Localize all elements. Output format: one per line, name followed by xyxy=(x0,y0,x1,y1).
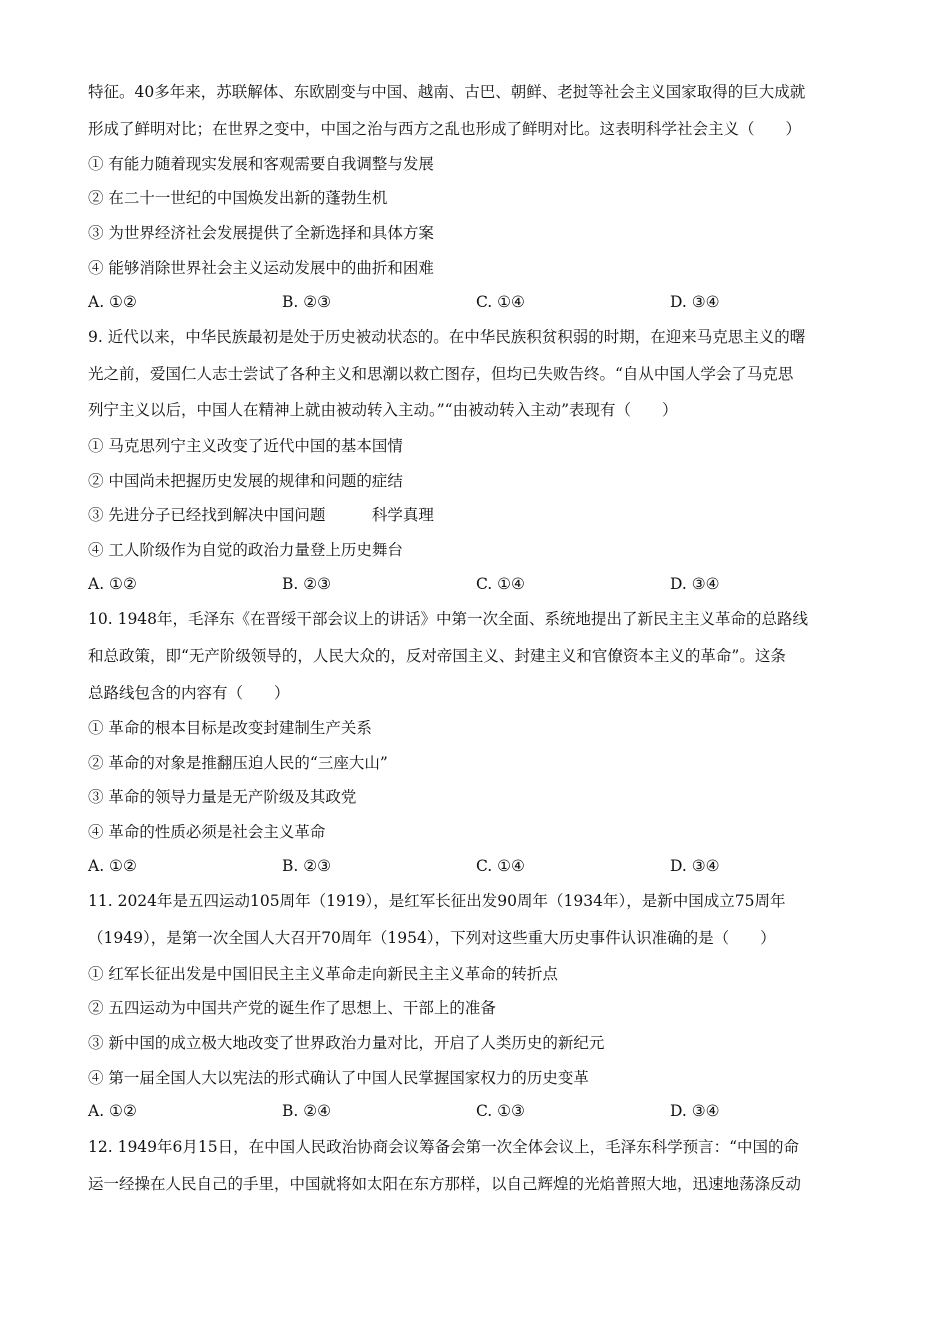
text-line: ② 在二十一世纪的中国焕发出新的蓬勃生机 xyxy=(88,189,388,207)
option-c: C. ①④ xyxy=(476,575,525,593)
option-c: C. ①④ xyxy=(476,857,525,875)
text-line: ② 五四运动为中国共产党的诞生作了思想上、干部上的准备 xyxy=(88,999,496,1017)
option-b: B. ②③ xyxy=(282,857,332,875)
text-line: ③ 新中国的成立极大地改变了世界政治力量对比，开启了人类历史的新纪元 xyxy=(88,1034,605,1052)
text-line: 列宁主义以后，中国人在精神上就由被动转入主动。”“由被动转入主动”表现有（ ） xyxy=(88,401,678,419)
option-b: B. ②③ xyxy=(282,293,332,311)
question-10: 10. 1948年，毛泽东《在晋绥干部会议上的讲话》中第一次全面、系统地提出了新民主主义革命的总路线 xyxy=(88,610,809,628)
option-d: D. ③④ xyxy=(670,293,720,311)
question-12: 12. 1949年6月15日，在中国人民政治协商会议筹备会第一次全体会议上，毛泽东科学预言：“中国的命 xyxy=(88,1138,800,1156)
question-9: 9. 近代以来，中华民族最初是处于历史被动状态的。在中华民族积贫积弱的时期，在迎来马克思主义的曙 xyxy=(88,328,806,346)
option-a: A. ①② xyxy=(88,1102,137,1120)
option-a: A. ①② xyxy=(88,293,137,311)
text-line: 光之前，爱国仁人志士尝试了各种主义和思潮以救亡图存，但均已失败告终。“自从中国人学会了马克思 xyxy=(88,365,794,383)
question-11: 11. 2024年是五四运动105周年（1919），是红军长征出发90周年（1934年），是新中国成立75周年 xyxy=(88,892,786,910)
option-c: C. ①④ xyxy=(476,293,525,311)
option-b: B. ②④ xyxy=(282,1102,332,1120)
text-line: ① 马克思列宁主义改变了近代中国的基本国情 xyxy=(88,437,403,455)
option-a: A. ①② xyxy=(88,857,137,875)
text-line: ③ 革命的领导力量是无产阶级及其政党 xyxy=(88,788,357,806)
text-line: ③ 为世界经济社会发展提供了全新选择和具体方案 xyxy=(88,224,434,242)
text-line: ① 红军长征出发是中国旧民主主义革命走向新民主主义革命的转折点 xyxy=(88,965,558,983)
option-d: D. ③④ xyxy=(670,1102,720,1120)
text-line: ④ 革命的性质必须是社会主义革命 xyxy=(88,823,326,841)
text-line: ② 革命的对象是推翻压迫人民的“三座大山” xyxy=(88,754,388,772)
text-line: （1949），是第一次全国人大召开70周年（1954），下列对这些重大历史事件认识准确的是（ ） xyxy=(88,929,776,947)
answer-options xyxy=(88,856,848,876)
option-a: A. ①② xyxy=(88,575,137,593)
answer-options xyxy=(88,292,848,312)
option-d: D. ③④ xyxy=(670,575,720,593)
text-line: 和总政策，即“无产阶级领导的，人民大众的，反对帝国主义、封建主义和官僚资本主义的革命”。这条 xyxy=(88,647,786,665)
text-line: 运一经操在人民自己的手里，中国就将如太阳在东方那样，以自己辉煌的光焰普照大地，迅速地荡涤反动 xyxy=(88,1175,802,1193)
answer-options xyxy=(88,1101,848,1121)
text-line: 形成了鲜明对比；在世界之变中，中国之治与西方之乱也形成了鲜明对比。这表明科学社会主义（ ） xyxy=(88,120,802,138)
text-line: 总路线包含的内容有（ ） xyxy=(88,684,290,702)
text-line: ② 中国尚未把握历史发展的规律和问题的症结 xyxy=(88,472,403,490)
text-line: ③ 先进分子已经找到解决中国问题 科学真理 xyxy=(88,506,434,524)
text-line: ① 有能力随着现实发展和客观需要自我调整与发展 xyxy=(88,155,434,173)
text-line: 特征。40多年来，苏联解体、东欧剧变与中国、越南、古巴、朝鲜、老挝等社会主义国家取得的巨大成就 xyxy=(88,83,806,101)
text-line: ① 革命的根本目标是改变封建制生产关系 xyxy=(88,719,372,737)
option-b: B. ②③ xyxy=(282,575,332,593)
text-line: ④ 第一届全国人大以宪法的形式确认了中国人民掌握国家权力的历史变革 xyxy=(88,1069,589,1087)
option-d: D. ③④ xyxy=(670,857,720,875)
text-line: ④ 工人阶级作为自觉的政治力量登上历史舞台 xyxy=(88,541,403,559)
answer-options xyxy=(88,574,848,594)
text-line: ④ 能够消除世界社会主义运动发展中的曲折和困难 xyxy=(88,259,434,277)
option-c: C. ①③ xyxy=(476,1102,525,1120)
